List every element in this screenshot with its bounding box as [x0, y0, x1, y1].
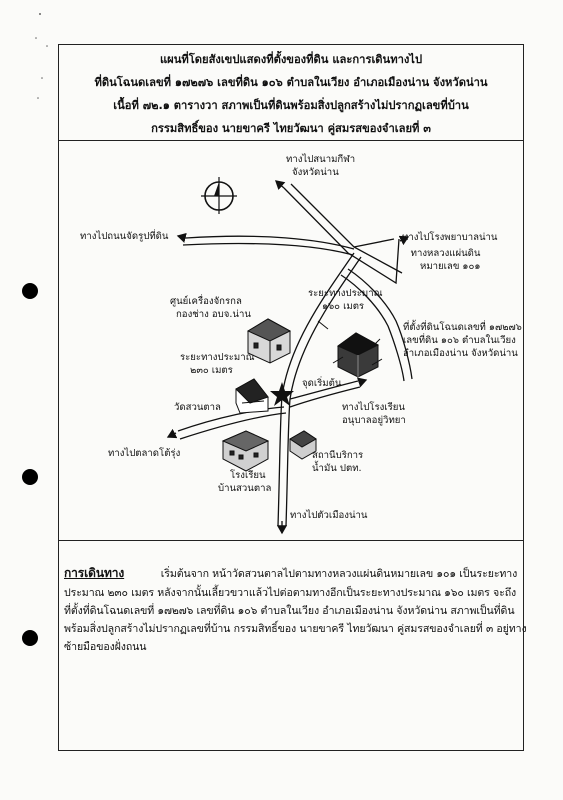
road-stadium-hospital: [276, 181, 408, 283]
road-land-dept: [178, 236, 354, 255]
sketch-map: [58, 141, 524, 541]
travel-description-line-2: ประมาณ ๒๓๐ เมตร หลังจากนั้นเลี้ยวขวาแล้วไปต่อตามทางอีกเป็นระยะทางประมาณ ๑๖๐ เมตร จะถึง: [64, 587, 517, 599]
label-land-dept: ทางไปถนนจัดรูปที่ดิน: [80, 231, 169, 242]
label-start-point: จุดเริ่มต้น: [302, 378, 342, 389]
label-temple: วัดสวนตาล: [174, 402, 221, 413]
label-land-plot: ที่ตั้งที่ดินโฉนดเลขที่ ๑๗๒๗๖ เลขที่ดิน ๑๐๖ ตำบลในเวียง อำเภอเมืองน่าน จังหวัดน่าน: [403, 322, 522, 359]
label-stadium: ทางไปสนามกีฬา จังหวัดน่าน: [286, 154, 356, 178]
label-hospital: ทางไปโรงพยาบาลน่าน: [402, 232, 498, 243]
label-highway-101: ทางหลวงแผ่นดิน หมายเลข ๑๐๑: [410, 248, 481, 272]
travel-description-line-3: ที่ตั้งที่ดินโฉนดเลขที่ ๑๗๒๗๖ เลขที่ดิน ๑๐๖ ตำบลในเวียง อำเภอเมืองน่าน จังหวัดน่าน สภาพเป็นที่ดิน: [64, 605, 515, 617]
label-gas-station: สถานีบริการ น้ำมัน ปตท.: [312, 450, 364, 474]
land-plot-building: [333, 333, 382, 377]
label-school-anubal: ทางไปโรงเรียน อนุบาลอยู่วิทยา: [342, 402, 406, 426]
travel-description-line-4: พร้อมสิ่งปลูกสร้างไม่ปรากฏเลขที่บ้าน กรรมสิทธิ์ของ นายขาครี ไทยวัฒนา คู่สมรสของจำเลยที่ ๓ อยู่ทาง: [64, 623, 527, 635]
compass-icon: [201, 177, 237, 214]
label-machinery-center: ศูนย์เครื่องจักรกล กองช่าง อบจ.น่าน: [170, 296, 251, 320]
school-building: [223, 431, 268, 471]
binder-hole-middle: [22, 469, 38, 485]
label-city: ทางไปตัวเมืองน่าน: [290, 510, 368, 521]
title-line-1: แผนที่โดยสังเขปแสดงที่ตั้งของที่ดิน และการเดินทางไป: [159, 53, 423, 66]
temple-building: [236, 379, 268, 413]
travel-heading: การเดินทาง: [64, 566, 125, 580]
travel-description-line-1: การเดินทาง เริ่มต้นจาก หน้าวัดสวนตาลไปตามทางหลวงแผ่นดินหมายเลข ๑๐๑ เป็นระยะทาง: [64, 566, 518, 580]
binder-hole-top: [22, 283, 38, 299]
binder-hole-bottom: [22, 630, 38, 646]
map-title-block: [58, 44, 524, 141]
title-line-4: กรรมสิทธิ์ของ นายขาครี ไทยวัฒนา คู่สมรสของจำเลยที่ ๓: [151, 122, 431, 135]
label-distance-230: ระยะทางประมาณ ๒๓๐ เมตร: [180, 352, 255, 376]
title-line-3: เนื้อที่ ๗๒.๑ ตารางวา สภาพเป็นที่ดินพร้อมสิ่งปลูกสร้างไม่ปรากฏเลขที่บ้าน: [113, 99, 469, 112]
title-line-2: ที่ดินโฉนดเลขที่ ๑๗๒๗๖ เลขที่ดิน ๑๐๖ ตำบลในเวียง อำเภอเมืองน่าน จังหวัดน่าน: [94, 76, 488, 89]
label-school: โรงเรียน บ้านสวนตาล: [218, 470, 272, 494]
label-market: ทางไปตลาดโต้รุ่ง: [108, 448, 181, 459]
label-distance-160: ระยะทางประมาณ ๑๖๐ เมตร: [308, 288, 383, 312]
travel-description-line-5: ซ้ายมือของฝั่งถนน: [64, 641, 147, 653]
